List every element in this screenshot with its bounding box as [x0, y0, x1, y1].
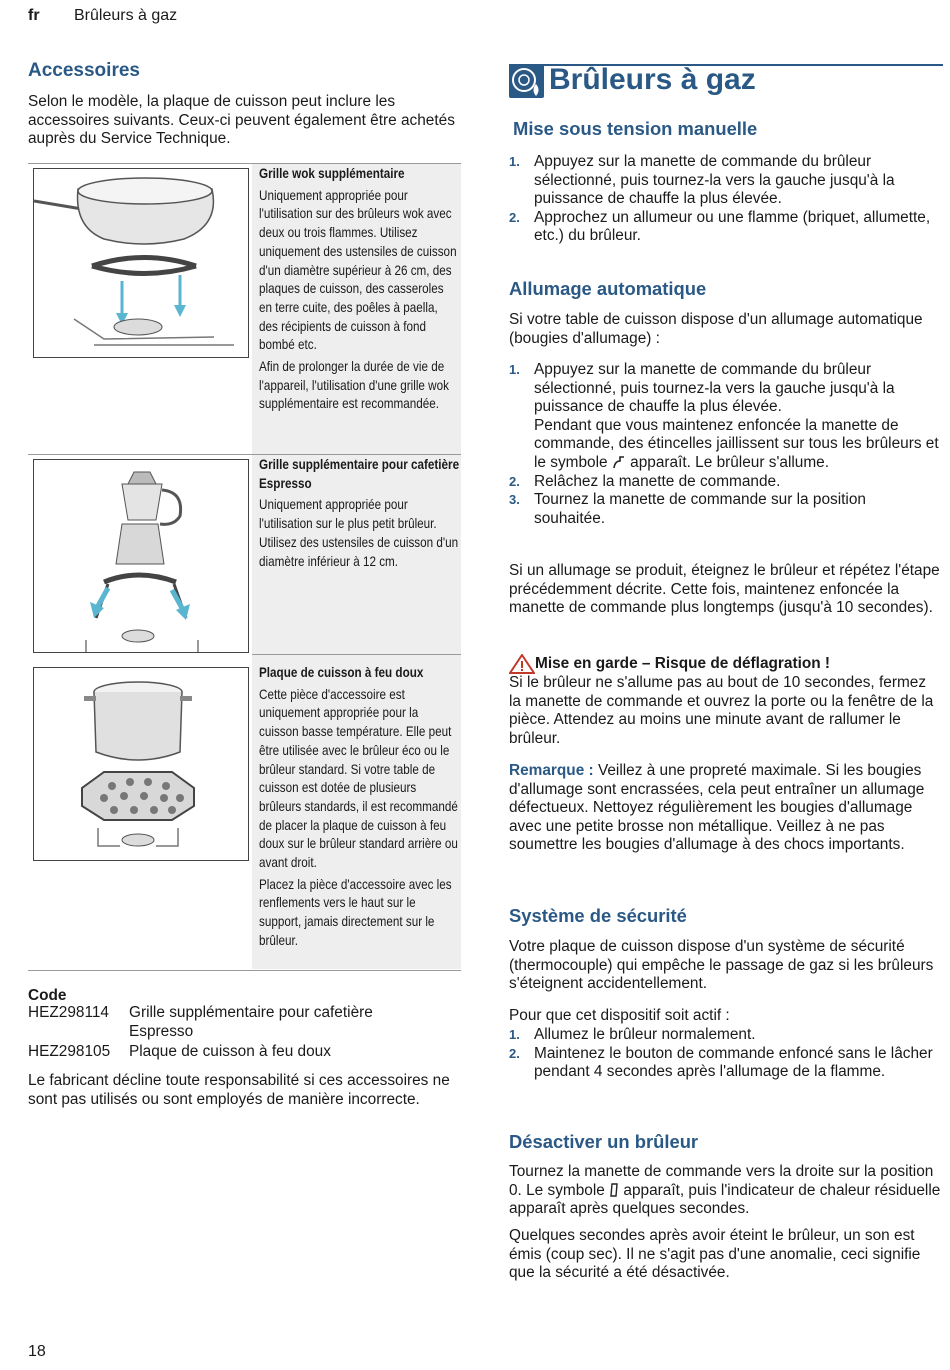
wok-grid-illustration — [33, 168, 249, 358]
step-text: Appuyez sur la manette de commande du brûleur sélectionné, puis tournez-la vers la gauche jusqu'à la puissance de chauffe la plus élevée. — [534, 361, 895, 416]
accessory-espresso-text-1: Uniquement appropriée pour l'utilisation sur le plus petit brûleur. Utilisez des ustensiles de cuisson d'un diamètre inférieur à 12 cm. — [259, 497, 459, 569]
list-item: 2. Relâchez la manette de commande. — [509, 472, 781, 490]
cooking-pot-icon — [34, 668, 248, 860]
off-text-2: Quelques secondes après avoir éteint le brûleur, un son est émis (coup sec). Il ne s'agit pas d'une anomalie, ceci signifie que la sécurité a été désactivée. — [509, 1227, 921, 1282]
page-title: Brûleurs à gaz — [549, 63, 756, 96]
warning-block — [509, 654, 941, 748]
table-rule-bottom — [28, 970, 461, 971]
page-number: 18 — [28, 1343, 46, 1360]
disclaimer: Le fabricant décline toute responsabilité si ces accessoires ne sont pas utilisés ou sont employés de manière incorrecte. — [28, 1072, 450, 1108]
off-text-post: apparaît, puis l'indicateur de chaleur résiduelle apparaît après quelques secondes. — [509, 1181, 941, 1218]
safety-steps — [509, 1026, 941, 1082]
code-list — [28, 1004, 458, 1062]
manual-steps — [509, 153, 941, 246]
code-desc: Plaque de cuisson à feu doux — [129, 1043, 331, 1061]
list-item: 1. Appuyez sur la manette de commande du brûleur sélectionné, puis tournez-la vers la gauche jusqu'à la puissance de chauffe la plus élevée. — [509, 153, 895, 208]
list-item: 3. Tournez la manette de commande sur la position souhaitée. — [509, 491, 866, 527]
accessory-simmer — [259, 664, 459, 954]
note-label: Remarque : — [509, 762, 594, 779]
code-label: Code — [28, 987, 67, 1004]
accessories-intro: Selon le modèle, la plaque de cuisson peut inclure les accessoires suivants. Ceux-ci peuvent également être achetés auprès du Service Technique. — [28, 93, 455, 148]
manual-title: Mise sous tension manuelle — [513, 118, 758, 139]
list-item: 1. Appuyez sur la manette de commande du brûleur sélectionné, puis tournez-la vers la gauche jusqu'à la puissance de chauffe la plus élevée. Pendant que vous maintenez enfoncée la manette de commande, des étincelles jaillissent sur tous les brûleurs et le symbole apparaît. Le brûleur s'allume. — [509, 361, 939, 471]
spark-symbol-icon — [612, 455, 626, 469]
safety-text: Votre plaque de cuisson dispose d'un système de sécurité (thermocouple) qui empêche le passage de gaz si les brûleurs s'éteignent accidentellement. — [509, 938, 934, 993]
off-title: Désactiver un brûleur — [509, 1131, 699, 1152]
warning-title: Mise en garde – Risque de déflagration ! — [535, 654, 831, 672]
auto-intro: Si votre table de cuisson dispose d'un allumage automatique (bougies d'allumage) : — [509, 311, 923, 347]
table-rule-1 — [28, 454, 461, 455]
warning-icon — [509, 654, 535, 674]
simmer-plate-illustration — [33, 667, 249, 861]
list-item: 2. Approchez un allumeur ou une flamme (briquet, allumette, etc.) du brûleur. — [509, 208, 931, 245]
step-text: apparaît. Le brûleur s'allume. — [630, 453, 829, 471]
wok-icon — [34, 169, 248, 357]
auto-outro: Si un allumage se produit, éteignez le brûleur et répétez l'étape précédemment décrite. Cette fois, maintenez enfoncée la manette de commande plus longtemps (jusqu'à 10 secondes). — [509, 562, 940, 617]
note-text: Veillez à une propreté maximale. Si les bougies d'allumage sont encrassées, cela peut entraîner un allumage défectueux. Nettoyez régulièrement les bougies d'allumage avec une petite brosse non métallique. Veillez à ne pas soumettre les bougies d'allumage à des chocs importants. — [509, 762, 925, 854]
code-desc: Grille supplémentaire pour cafetière Espresso — [129, 1004, 373, 1040]
accessory-wok-text-2: Afin de prolonger la durée de vie de l'appareil, l'utilisation d'une grille wok supplémentaire est recommandée. — [259, 359, 449, 412]
list-item: 1. Allumez le brûleur normalement. — [509, 1026, 756, 1043]
espresso-pot-icon — [34, 460, 248, 652]
code-id: HEZ298105 — [28, 1043, 111, 1061]
code-row — [28, 1043, 458, 1062]
accessory-simmer-text-2: Placez la pièce d'accessoire avec les renflements vers le haut sur le support, jamais directement sur le brûleur. — [259, 876, 452, 948]
table-rule-top — [28, 163, 461, 164]
safety-intro: Pour que cet dispositif soit actif : — [509, 1007, 730, 1024]
espresso-grid-illustration — [33, 459, 249, 653]
header-language: fr — [28, 7, 40, 24]
step-text: Pendant que vous maintenez enfoncée la manette de commande, des étincelles jaillissent sur tous les brûleurs et le symbole — [534, 416, 939, 471]
accessory-espresso-title: Grille supplémentaire pour cafetière Espresso — [259, 457, 460, 491]
accessory-simmer-text-1: Cette pièce d'accessoire est uniquement appropriée pour la cuisson basse température. Elle peut être utilisée avec le brûleur éco ou le brûleur standard. Si votre table de cuisson est dotée de plusieurs brûleurs standards, il est recommandé de placer la plaque de cuisson à feu doux sur le brûleur standard arrière ou avant droit. — [259, 686, 458, 871]
accessory-wok — [259, 165, 459, 417]
header-section-title: Brûleurs à gaz — [74, 7, 178, 24]
step-text: Tournez la manette de commande sur la position souhaitée. — [534, 491, 866, 527]
accessories-title: Accessoires — [28, 60, 140, 81]
safety-title: Système de sécurité — [509, 905, 687, 926]
off-text-pre: Tournez la manette de commande vers la droite sur la position 0. Le symbole — [509, 1163, 934, 1199]
step-text: Approchez un allumeur ou une flamme (briquet, allumette, etc.) du brûleur. — [534, 208, 931, 245]
step-text: Maintenez le bouton de commande enfoncé sans le lâcher pendant 4 secondes après l'allumage de la flamme. — [534, 1044, 933, 1081]
accessory-wok-title: Grille wok supplémentaire — [259, 166, 405, 181]
auto-title: Allumage automatique — [509, 278, 707, 299]
list-item: 2. Maintenez le bouton de commande enfoncé sans le lâcher pendant 4 secondes après l'allumage de la flamme. — [509, 1044, 933, 1081]
step-text: Allumez le brûleur normalement. — [534, 1026, 756, 1043]
gas-burner-icon — [509, 64, 544, 98]
accessory-simmer-title: Plaque de cuisson à feu doux — [259, 665, 424, 680]
accessory-espresso — [259, 456, 459, 574]
code-row — [28, 1004, 458, 1041]
table-rule-2 — [252, 654, 461, 655]
step-text: Appuyez sur la manette de commande du brûleur sélectionné, puis tournez-la vers la gauche jusqu'à la puissance de chauffe la plus élevée. — [534, 153, 895, 208]
auto-steps — [509, 361, 941, 528]
code-id: HEZ298114 — [28, 1004, 109, 1021]
off-text-1 — [509, 1163, 941, 1219]
note-block — [509, 762, 941, 855]
step-text: Relâchez la manette de commande. — [534, 472, 781, 490]
warning-text: Si le brûleur ne s'allume pas au bout de 10 secondes, fermez la manette de commande et ouvrez la porte ou la fenêtre de la pièce. Attendez au moins une minute avant de rallumer le brûleur. — [509, 674, 934, 747]
accessory-wok-text-1: Uniquement appropriée pour l'utilisation sur des brûleurs wok avec deux ou trois flammes. Utilisez uniquement des ustensiles de cuisson d'un diamètre supérieur à 26 cm, des plaques de cuisson, des casseroles en terre cuite, des poêles à paella, des récipients de cuisson à fond bombé etc. — [259, 187, 457, 353]
zero-symbol-icon — [609, 1183, 619, 1197]
